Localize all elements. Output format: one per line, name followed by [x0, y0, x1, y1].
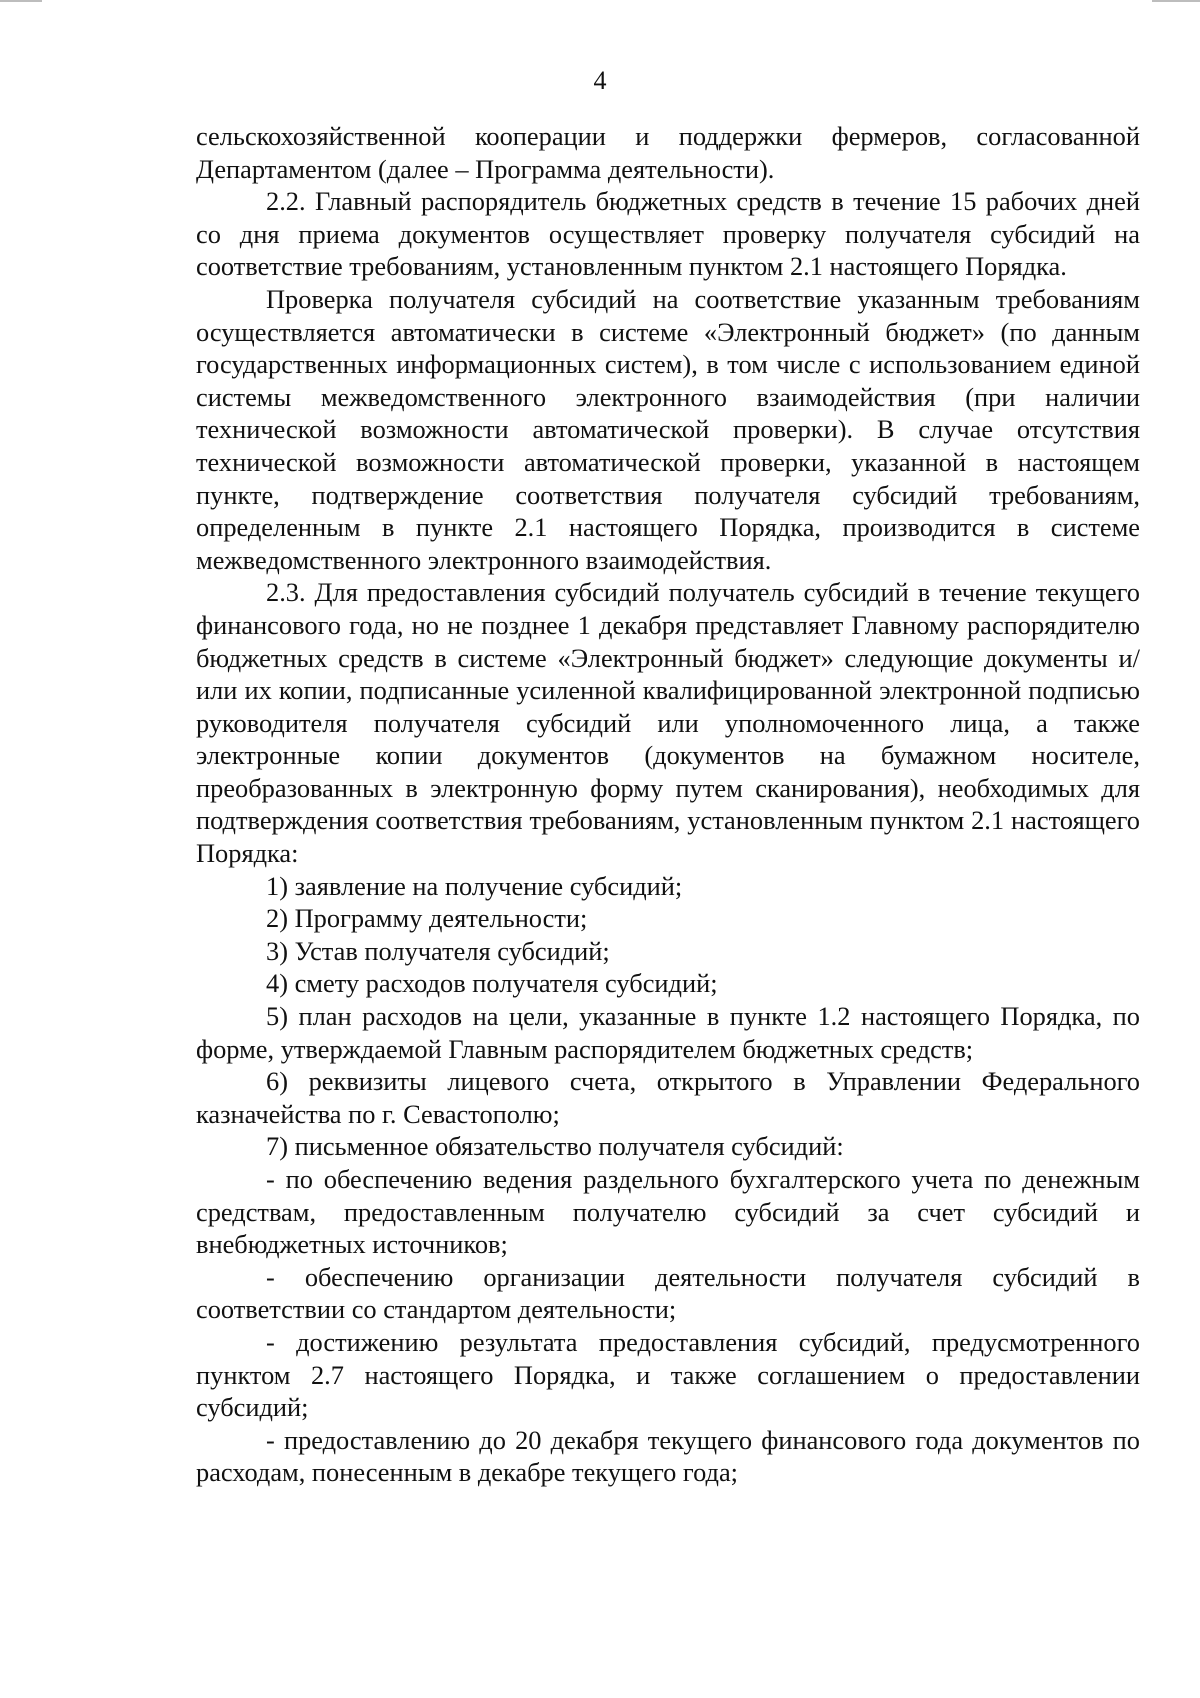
- paragraph-intro-continuation: сельскохозяйственной кооперации и поддержки фермеров, согласованной Департаментом (далее – Программа деятельности).: [196, 121, 1140, 184]
- list-item: 6) реквизиты лицевого счета, открытого в Управлении Федерального казначейства по г. Севастополю;: [196, 1066, 1140, 1129]
- list-item: 4) смету расходов получателя субсидий;: [266, 968, 718, 999]
- list-item: 2) Программу деятельности;: [266, 903, 588, 934]
- page-number: 4: [593, 66, 607, 95]
- list-item: 3) Устав получателя субсидий;: [266, 935, 610, 966]
- paragraph-clause-2-3: 2.3. Для предоставления субсидий получатель субсидий в течение текущего финансового года, но не позднее 1 декабря представляет Главному распорядителю бюджетных средств в системе «Электронный бюджет» следующие документы и/или их копии, подписанные усиленной квалифицированной электронной подписью руководителя получателя субсидий или уполномоченного лица, а также электронные копии документов (документов на бумажном носителе, преобразованных в электронную форму путем сканирования), необходимых для подтверждения соответствия требованиям, установленным пунктом 2.1 настоящего Порядка:: [196, 577, 1140, 869]
- sub-list-item: - обеспечению организации деятельности получателя субсидий в соответствии со стандартом деятельности;: [196, 1261, 1140, 1325]
- sub-list-item: - по обеспечению ведения раздельного бухгалтерского учета по денежным средствам, предоставленным получателю субсидий за счет субсидий и внебюджетных источников;: [196, 1164, 1140, 1260]
- list-item: 1) заявление на получение субсидий;: [266, 870, 683, 901]
- scan-edge-mark-left: [0, 0, 42, 2]
- sub-list-item: - достижению результата предоставления субсидий, предусмотренного пунктом 2.7 настоящего Порядка, и также соглашением о предоставлении субсидий;: [196, 1326, 1140, 1423]
- paragraph-clause-2-2: 2.2. Главный распорядитель бюджетных средств в течение 15 рабочих дней со дня приема документов осуществляет проверку получателя субсидий на соответствие требованиям, установленным пунктом 2.1 настоящего Порядка.: [196, 186, 1140, 282]
- paragraph-verification: Проверка получателя субсидий на соответствие указанным требованиям осуществляется автоматически в системе «Электронный бюджет» (по данным государственных информационных систем), в том числе с использованием единой системы межведомственного электронного взаимодействия (при наличии технической возможности автоматической проверки). В случае отсутствия технической возможности автоматической проверки, указанной в настоящем пункте, подтверждение соответствия получателя субсидий требованиям, определенным в пункте 2.1 настоящего Порядка, производится в системе межведомственного электронного взаимодействия.: [196, 283, 1140, 575]
- list-item: 5) план расходов на цели, указанные в пункте 1.2 настоящего Порядка, по форме, утверждаемой Главным распорядителем бюджетных средств;: [196, 1001, 1140, 1064]
- scan-edge-mark-right: [1152, 0, 1200, 2]
- list-item: 7) письменное обязательство получателя субсидий:: [266, 1131, 844, 1162]
- document-body: [196, 120, 1140, 1489]
- sub-list-item: - предоставлению до 20 декабря текущего финансового года документов по расходам, понесенным в декабре текущего года;: [196, 1424, 1140, 1488]
